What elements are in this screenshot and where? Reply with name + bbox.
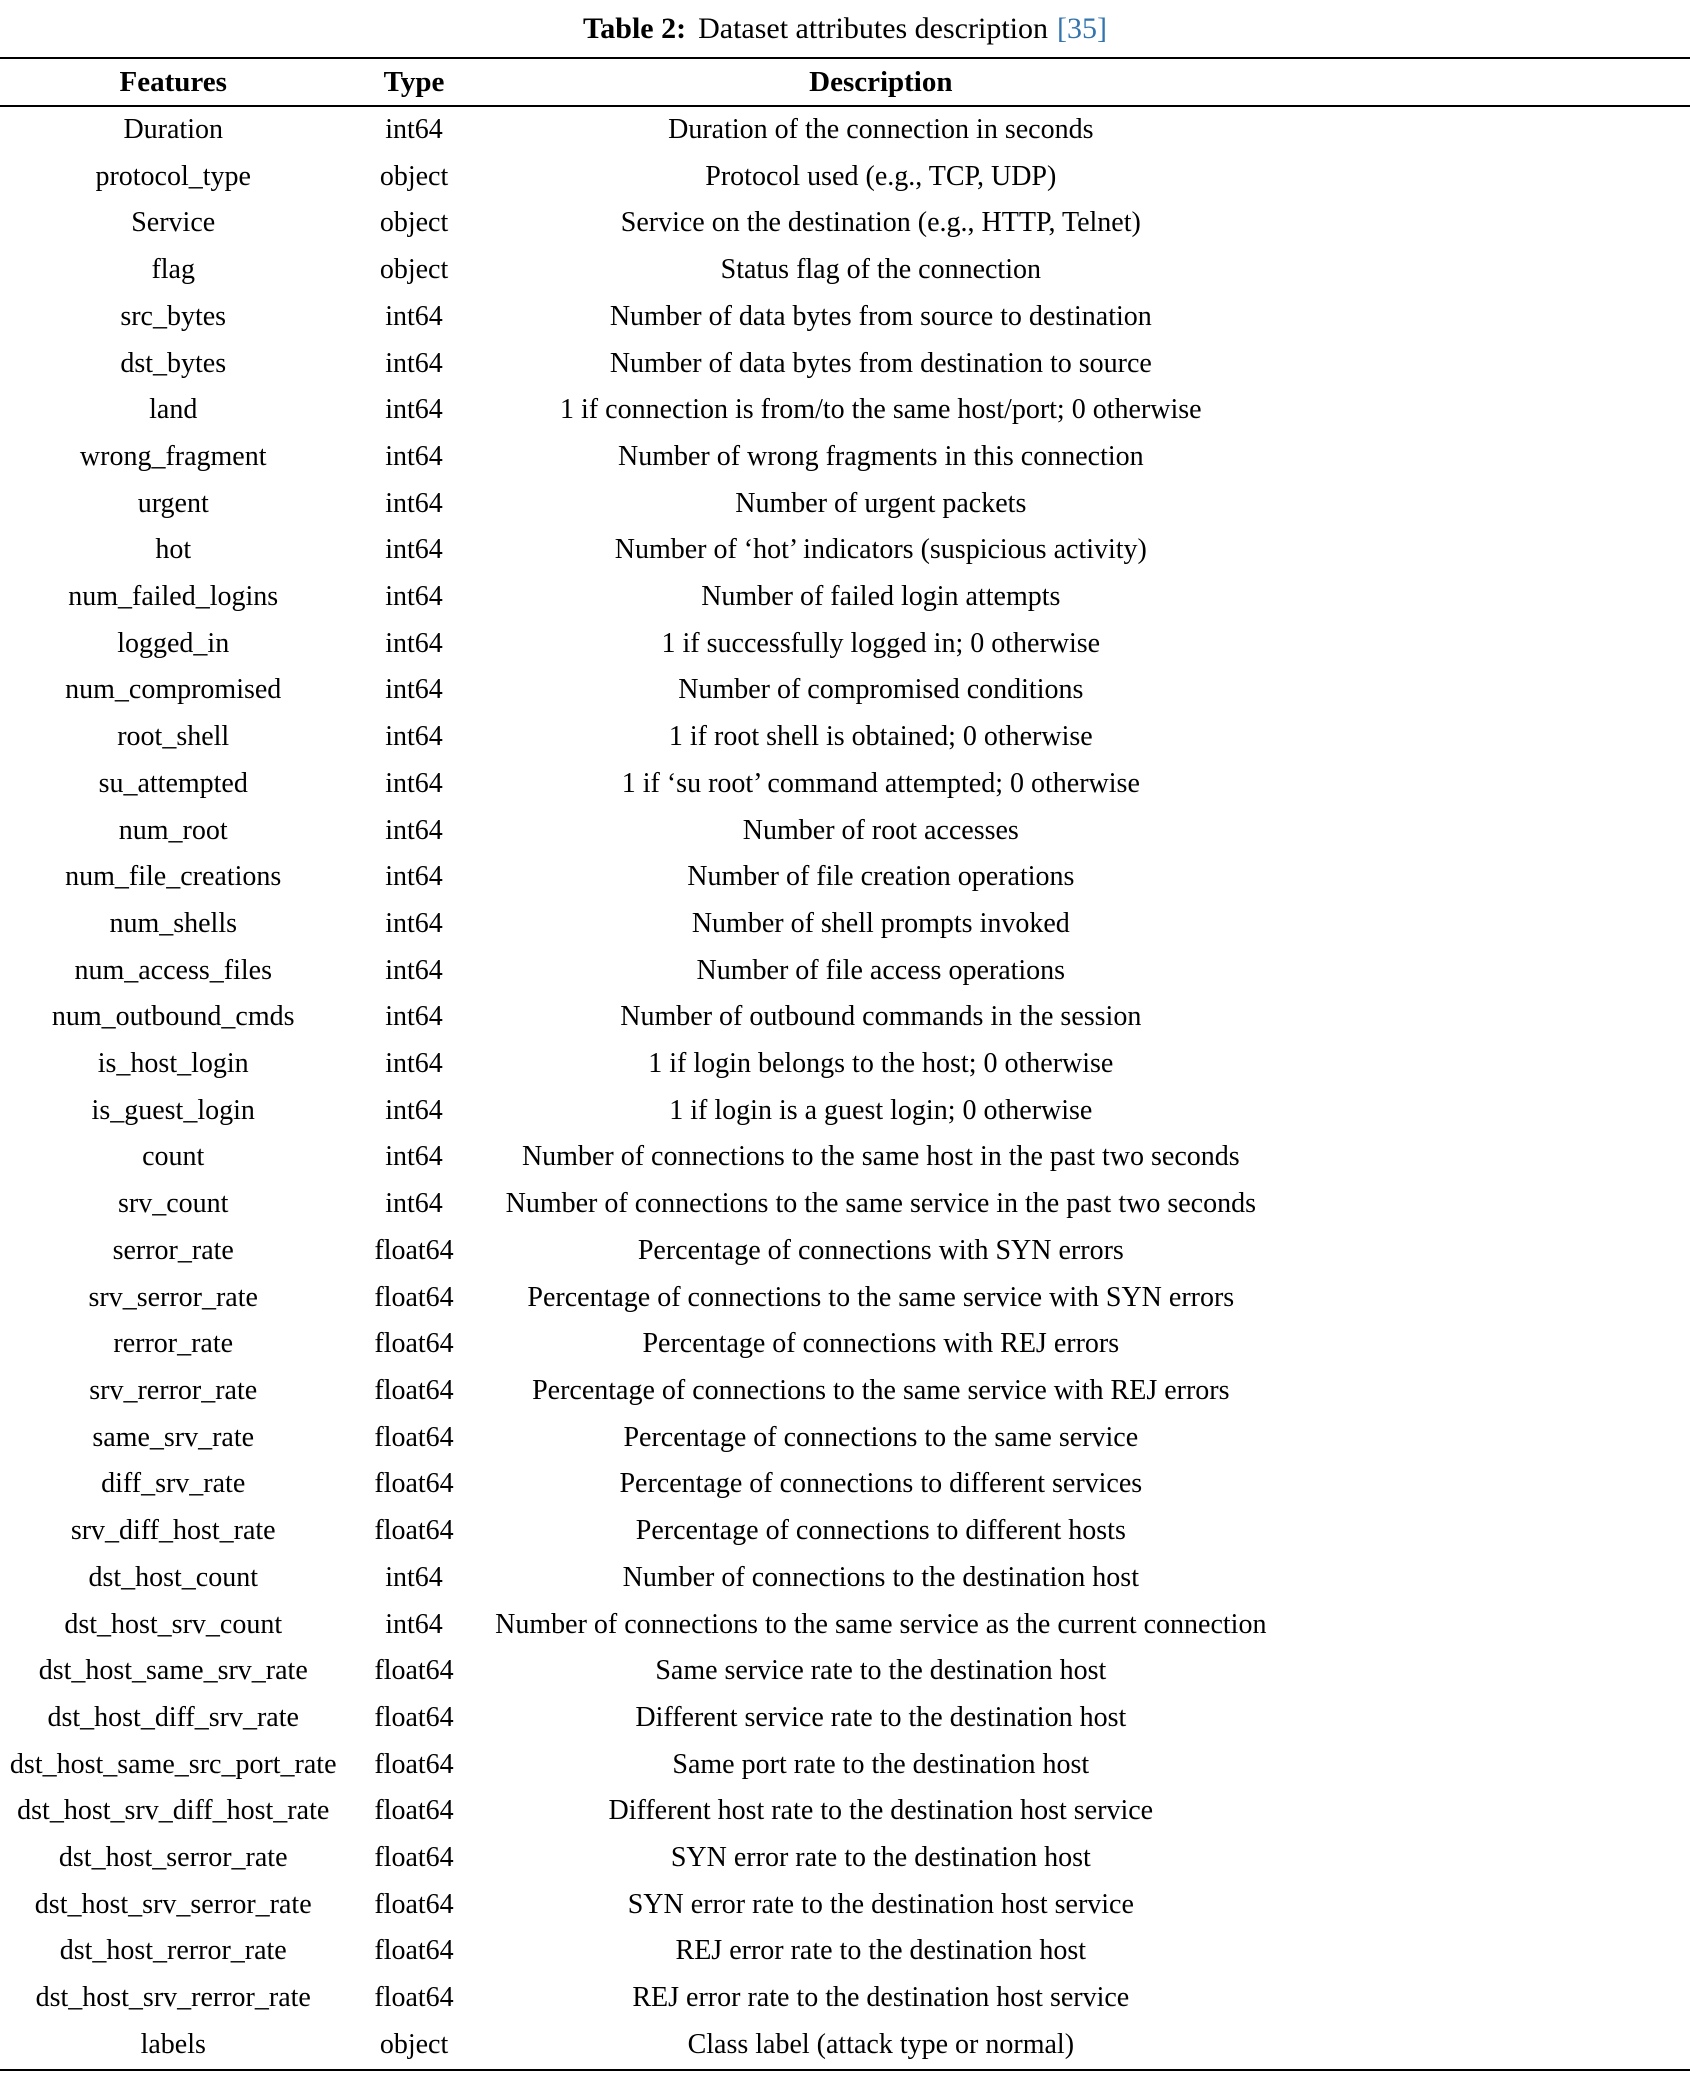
- cell-feature: dst_host_srv_count: [64, 1608, 283, 1640]
- cell-description: SYN error rate to the destination host: [670, 1842, 1091, 1874]
- table-row: [0, 621, 1690, 668]
- cell-description: Protocol used (e.g., TCP, UDP): [705, 160, 1057, 192]
- table-row: [0, 154, 1690, 201]
- cell-type: float64: [374, 1935, 454, 1967]
- table-row: [0, 1461, 1690, 1508]
- table-row: [0, 1134, 1690, 1181]
- cell-type: float64: [374, 1982, 454, 2014]
- table-row: [0, 948, 1690, 995]
- cell-feature: rerror_rate: [113, 1328, 234, 1360]
- cell-description: Number of connections to the same service in the past two seconds: [505, 1188, 1256, 1220]
- cell-type: float64: [374, 1374, 454, 1406]
- table-row: [0, 341, 1690, 388]
- table-row: [0, 1368, 1690, 1415]
- cell-type: int64: [385, 674, 443, 706]
- cell-type: int64: [385, 440, 443, 472]
- cell-description: 1 if successfully logged in; 0 otherwise: [661, 627, 1101, 659]
- cell-type: int64: [385, 114, 443, 145]
- cell-type: int64: [385, 814, 443, 846]
- cell-type: int64: [385, 1048, 443, 1080]
- cell-description: Percentage of connections to different hosts: [635, 1515, 1126, 1547]
- table-row: [0, 247, 1690, 294]
- cell-type: int64: [385, 487, 443, 519]
- cell-feature: dst_host_serror_rate: [58, 1842, 288, 1874]
- cell-description: Same port rate to the destination host: [672, 1748, 1090, 1780]
- table-row: [0, 714, 1690, 761]
- cell-description: Number of ‘hot’ indicators (suspicious activity): [614, 534, 1147, 566]
- cell-type: int64: [385, 1608, 443, 1640]
- cell-description: Same service rate to the destination host: [655, 1655, 1107, 1687]
- table-caption: [0, 9, 1690, 49]
- cell-description: Number of urgent packets: [735, 487, 1027, 519]
- header-row: [0, 58, 1690, 106]
- table-row: [0, 1415, 1690, 1462]
- cell-type: int64: [385, 767, 443, 799]
- caption-text: Dataset attributes description: [698, 12, 1048, 45]
- cell-feature: srv_rerror_rate: [89, 1374, 258, 1406]
- cell-feature: dst_host_srv_diff_host_rate: [17, 1795, 330, 1827]
- cell-description: Duration of the connection in seconds: [668, 114, 1094, 145]
- cell-type: int64: [385, 1188, 443, 1220]
- cell-feature: labels: [140, 2028, 206, 2060]
- cell-type: int64: [385, 721, 443, 753]
- table-row: [0, 200, 1690, 247]
- table-row: [0, 574, 1690, 621]
- cell-description: Number of data bytes from source to destination: [609, 300, 1152, 332]
- table-row: [0, 1882, 1690, 1929]
- cell-description: Number of failed login attempts: [701, 581, 1061, 613]
- table-row: [0, 527, 1690, 574]
- cell-feature: dst_host_rerror_rate: [59, 1935, 287, 1967]
- cell-description: Number of connections to the same host in the past two seconds: [521, 1141, 1240, 1173]
- cell-feature: dst_host_srv_serror_rate: [34, 1888, 312, 1920]
- table-row: [0, 1835, 1690, 1882]
- table-row: [0, 1648, 1690, 1695]
- cell-feature: num_outbound_cmds: [51, 1001, 295, 1033]
- table-row: [0, 1275, 1690, 1322]
- table-row: [0, 1088, 1690, 1135]
- cell-type: int64: [385, 1001, 443, 1033]
- cell-feature: dst_bytes: [120, 347, 227, 379]
- cell-type: float64: [374, 1655, 454, 1687]
- cell-type: object: [379, 2028, 449, 2060]
- cell-description: 1 if ‘su root’ command attempted; 0 otherwise: [621, 767, 1140, 799]
- cell-feature: su_attempted: [98, 767, 248, 799]
- cell-feature: src_bytes: [120, 300, 227, 332]
- cell-type: int64: [385, 1141, 443, 1173]
- cell-feature: hot: [155, 534, 192, 566]
- cell-type: float64: [374, 1795, 454, 1827]
- cell-description: REJ error rate to the destination host: [675, 1935, 1087, 1967]
- cell-feature: urgent: [137, 487, 209, 519]
- cell-feature: is_guest_login: [91, 1094, 255, 1126]
- table-row: [0, 1695, 1690, 1742]
- cell-feature: srv_diff_host_rate: [70, 1515, 276, 1547]
- cell-description: Number of file access operations: [696, 954, 1066, 986]
- caption-label: Table 2:: [583, 12, 687, 45]
- cell-type: int64: [385, 534, 443, 566]
- cell-feature: dst_host_count: [88, 1561, 258, 1593]
- table-row: [0, 1602, 1690, 1649]
- cell-description: 1 if connection is from/to the same host/port; 0 otherwise: [560, 394, 1202, 426]
- cell-description: Percentage of connections to different services: [619, 1468, 1143, 1500]
- cell-feature: num_file_creations: [65, 861, 282, 893]
- cell-feature: wrong_fragment: [79, 440, 267, 472]
- table-row: [0, 994, 1690, 1041]
- cell-description: Number of shell prompts invoked: [691, 907, 1070, 939]
- cell-description: Number of data bytes from destination to source: [609, 347, 1152, 379]
- cell-feature: is_host_login: [97, 1048, 249, 1080]
- table-row: [0, 1928, 1690, 1975]
- header-description: Description: [482, 58, 1690, 106]
- cell-feature: same_srv_rate: [92, 1421, 255, 1453]
- cell-type: int64: [385, 627, 443, 659]
- table-header: [0, 58, 1690, 106]
- cell-feature: srv_serror_rate: [88, 1281, 258, 1313]
- table-row: [0, 2022, 1690, 2070]
- cell-type: float64: [374, 1888, 454, 1920]
- cell-type: int64: [385, 300, 443, 332]
- citation-link[interactable]: [35]: [1057, 12, 1107, 45]
- table-row: [0, 901, 1690, 948]
- cell-feature: Service: [131, 207, 216, 239]
- cell-description: Number of compromised conditions: [678, 674, 1084, 706]
- cell-type: float64: [374, 1281, 454, 1313]
- cell-feature: dst_host_same_srv_rate: [38, 1655, 308, 1687]
- table-row: [0, 1321, 1690, 1368]
- cell-description: Percentage of connections to the same service with SYN errors: [527, 1281, 1235, 1313]
- cell-description: Percentage of connections to the same service with REJ errors: [532, 1374, 1230, 1406]
- cell-type: object: [379, 254, 449, 286]
- table-row: [0, 1508, 1690, 1555]
- cell-feature: srv_count: [118, 1188, 229, 1220]
- cell-feature: Duration: [123, 114, 223, 145]
- table-row: [0, 1181, 1690, 1228]
- cell-feature: flag: [151, 254, 195, 286]
- cell-type: int64: [385, 861, 443, 893]
- table-row: [0, 481, 1690, 528]
- header-features: Features: [0, 58, 346, 106]
- table-row: [0, 1041, 1690, 1088]
- cell-description: 1 if root shell is obtained; 0 otherwise: [668, 721, 1093, 753]
- attributes-table: [0, 57, 1690, 2071]
- cell-feature: num_root: [118, 814, 228, 846]
- cell-description: Number of wrong fragments in this connection: [617, 440, 1144, 472]
- cell-description: Service on the destination (e.g., HTTP, Telnet): [620, 207, 1141, 239]
- cell-type: object: [379, 160, 449, 192]
- table-row: [0, 808, 1690, 855]
- cell-type: float64: [374, 1842, 454, 1874]
- cell-description: Percentage of connections to the same service: [623, 1421, 1139, 1453]
- cell-description: SYN error rate to the destination host service: [627, 1888, 1134, 1920]
- cell-type: float64: [374, 1234, 454, 1266]
- cell-description: Percentage of connections with REJ errors: [642, 1328, 1120, 1360]
- header-type: Type: [346, 58, 481, 106]
- cell-feature: num_failed_logins: [68, 581, 279, 613]
- table-row: [0, 667, 1690, 714]
- table-row: [0, 106, 1690, 154]
- cell-description: Different host rate to the destination host service: [608, 1795, 1154, 1827]
- cell-description: Class label (attack type or normal): [687, 2028, 1075, 2060]
- cell-description: REJ error rate to the destination host service: [632, 1982, 1130, 2014]
- cell-type: int64: [385, 1561, 443, 1593]
- cell-type: int64: [385, 907, 443, 939]
- cell-type: float64: [374, 1421, 454, 1453]
- table-row: [0, 1228, 1690, 1275]
- table-row: [0, 761, 1690, 808]
- cell-description: 1 if login belongs to the host; 0 otherwise: [648, 1048, 1114, 1080]
- table-row: [0, 1742, 1690, 1789]
- cell-feature: num_shells: [109, 907, 237, 939]
- cell-description: Number of connections to the same service as the current connection: [495, 1608, 1267, 1640]
- cell-description: Percentage of connections with SYN errors: [637, 1234, 1124, 1266]
- table-row: [0, 854, 1690, 901]
- cell-feature: land: [149, 394, 198, 426]
- cell-feature: count: [142, 1141, 205, 1173]
- cell-type: float64: [374, 1328, 454, 1360]
- cell-feature: num_compromised: [65, 674, 282, 706]
- cell-description: 1 if login is a guest login; 0 otherwise: [669, 1094, 1093, 1126]
- table-row: [0, 1555, 1690, 1602]
- cell-feature: root_shell: [117, 721, 230, 753]
- cell-type: float64: [374, 1748, 454, 1780]
- table-row: [0, 1975, 1690, 2022]
- cell-description: Number of file creation operations: [687, 861, 1075, 893]
- cell-feature: dst_host_same_src_port_rate: [9, 1748, 337, 1780]
- cell-type: float64: [374, 1701, 454, 1733]
- table-body: [0, 106, 1690, 2070]
- cell-feature: protocol_type: [95, 160, 251, 192]
- cell-feature: dst_host_diff_srv_rate: [47, 1701, 299, 1733]
- cell-type: int64: [385, 954, 443, 986]
- cell-type: float64: [374, 1515, 454, 1547]
- table-row: [0, 434, 1690, 481]
- cell-feature: num_access_files: [74, 954, 272, 986]
- cell-type: int64: [385, 1094, 443, 1126]
- cell-feature: serror_rate: [112, 1234, 234, 1266]
- cell-type: object: [379, 207, 449, 239]
- cell-feature: logged_in: [117, 627, 230, 659]
- cell-type: float64: [374, 1468, 454, 1500]
- cell-description: Different service rate to the destination host: [635, 1701, 1127, 1733]
- cell-feature: dst_host_srv_rerror_rate: [35, 1982, 311, 2014]
- cell-description: Number of connections to the destination host: [622, 1561, 1139, 1593]
- cell-description: Number of outbound commands in the session: [620, 1001, 1142, 1033]
- cell-feature: diff_srv_rate: [101, 1468, 246, 1500]
- cell-type: int64: [385, 581, 443, 613]
- cell-type: int64: [385, 347, 443, 379]
- table-row: [0, 294, 1690, 341]
- table-row: [0, 387, 1690, 434]
- table-row: [0, 1788, 1690, 1835]
- cell-description: Number of root accesses: [742, 814, 1019, 846]
- cell-description: Status flag of the connection: [720, 254, 1041, 286]
- cell-type: int64: [385, 394, 443, 426]
